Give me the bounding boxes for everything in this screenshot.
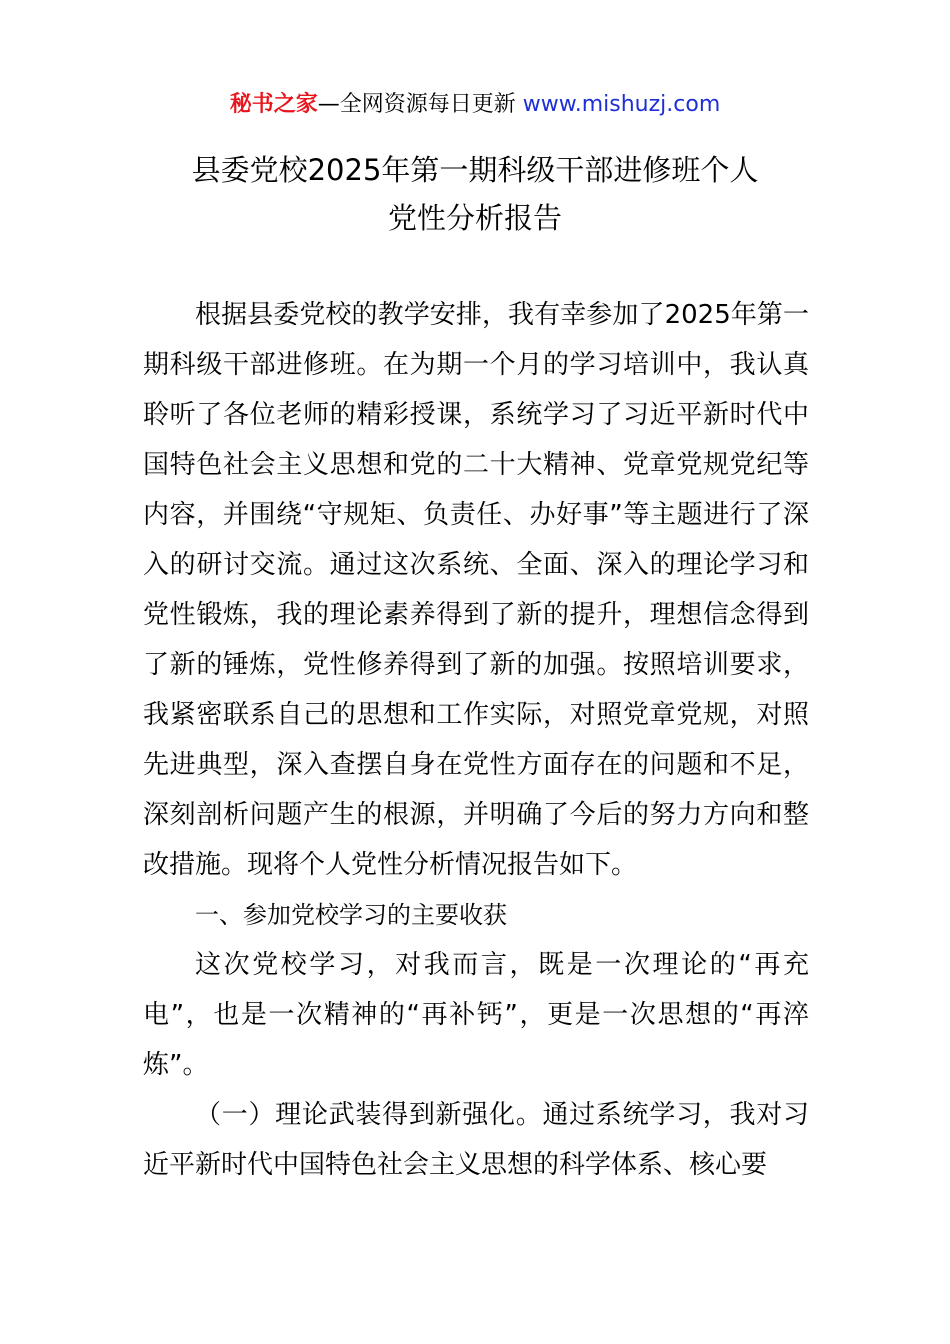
- subsection-1-paragraph: （一）理论武装得到新强化。通过系统学习，我对习近平新时代中国特色社会主义思想的科学体系、核心要: [143, 1100, 809, 1180]
- title-line-1: 县委党校2025年第一期科级干部进修班个人: [191, 153, 759, 187]
- intro-paragraph: 根据县委党校的教学安排，我有幸参加了2025年第一期科级干部进修班。在为期一个月的学习培训中，我认真聆听了各位老师的精彩授课，系统学习了习近平新时代中国特色社会主义思想和党的二十大精神、党章党规党纪等内容，并围绕“守规矩、负责任、办好事”等主题进行了深入的研讨交流。通过这次系统、全面、深入的理论学习和党性锻炼，我的理论素养得到了新的提升，理想信念得到了新的锤炼，党性修养得到了新的加强。按照培训要求，我紧密联系自己的思想和工作实际，对照党章党规，对照先进典型，深入查摆自身在党性方面存在的问题和不足，深刻剖析问题产生的根源，并明确了今后的努力方向和整改措施。现将个人党性分析情况报告如下。: [143, 300, 809, 880]
- section-1-intro-paragraph: 这次党校学习，对我而言，既是一次理论的“再充电”，也是一次精神的“再补钙”，更是一次思想的“再淬炼”。: [143, 950, 809, 1080]
- site-header: [0, 88, 950, 122]
- section-1-heading: 一、参加党校学习的主要收获: [195, 901, 507, 929]
- document-title: [100, 146, 850, 242]
- site-url-link[interactable]: www.mishuzj.com: [522, 92, 721, 117]
- brand-name: 秘书之家: [229, 92, 318, 117]
- title-line-2: 党性分析报告: [387, 201, 562, 235]
- header-slogan: —全网资源每日更新: [317, 92, 523, 117]
- document-body: [143, 290, 809, 1190]
